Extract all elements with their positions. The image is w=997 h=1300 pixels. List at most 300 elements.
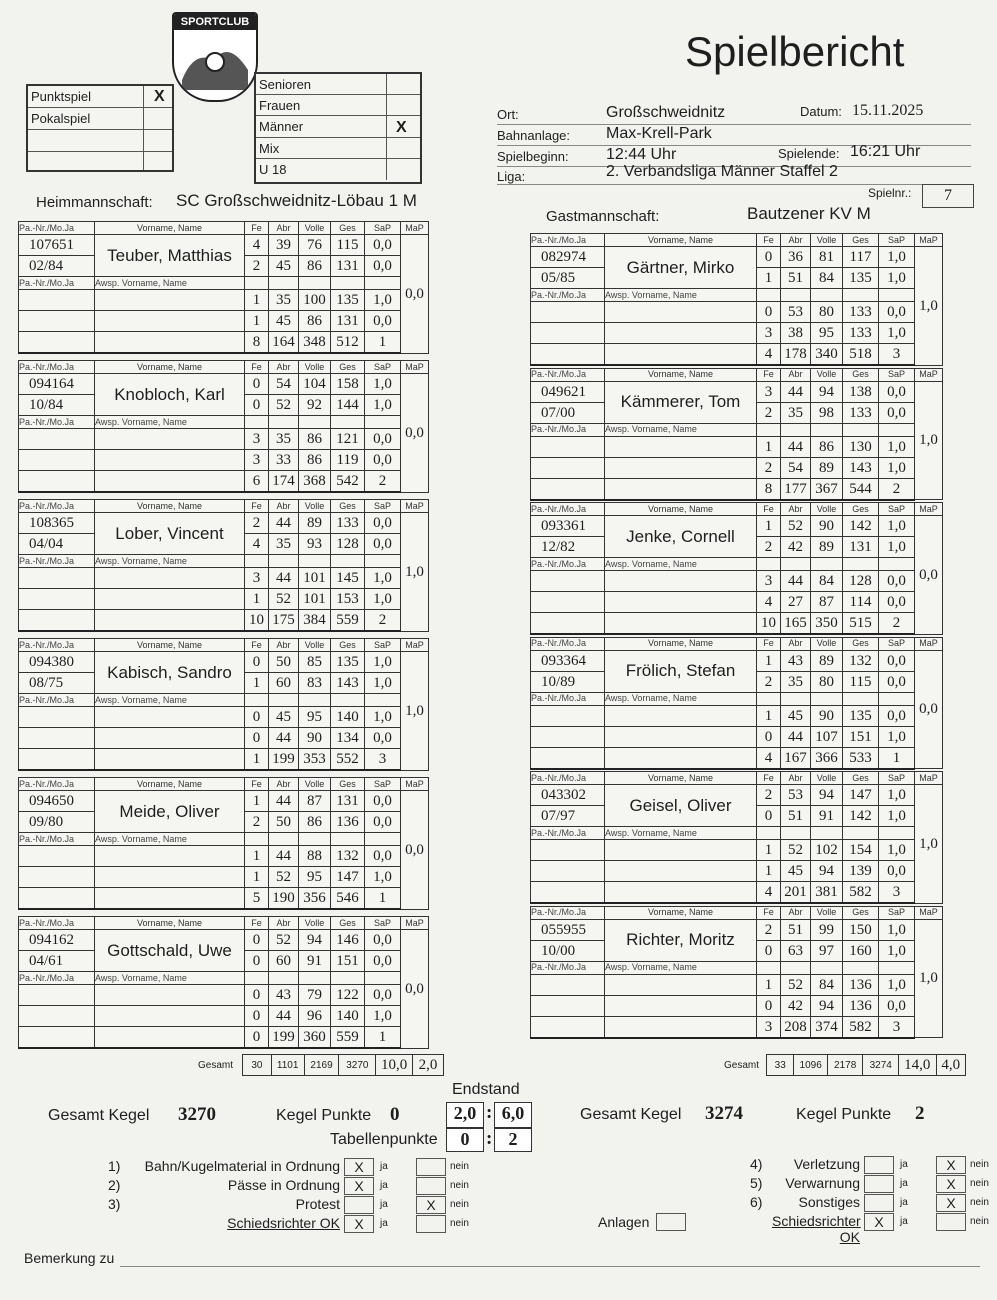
vorname-label: Vorname, Name (605, 503, 757, 516)
empty-cell (531, 457, 605, 478)
total-cell: 340 (811, 344, 843, 366)
score-cell: 95 (299, 707, 331, 728)
ja-label: ja (380, 1180, 388, 1191)
pass-nr-label: Pa.-Nr./Mo.Ja (531, 234, 605, 247)
fe-header: Fe (245, 778, 269, 791)
score-cell: 44 (269, 791, 299, 812)
anlagen-label: Anlagen (598, 1214, 650, 1230)
score-cell: 0,0 (879, 650, 915, 671)
pass-nr-label: Pa.-Nr./Mo.Ja (531, 558, 605, 571)
empty-cell (879, 827, 915, 840)
player-birth-date: 08/75 (19, 673, 95, 694)
fe-header: Fe (245, 917, 269, 930)
score-cell: 0,0 (365, 951, 401, 972)
score-cell: 1,0 (365, 395, 401, 416)
total-cell: 515 (843, 613, 879, 635)
abr-header: Abr (781, 637, 811, 650)
ges-header: Ges (331, 778, 365, 791)
score-cell: 89 (811, 457, 843, 478)
volle-header: Volle (811, 503, 843, 516)
empty-cell (269, 694, 299, 707)
score-cell: 44 (269, 846, 299, 867)
total-cell: 199 (269, 1027, 299, 1049)
score-cell: 88 (299, 846, 331, 867)
total-cell: 559 (331, 610, 365, 632)
score-cell: 1 (757, 705, 781, 726)
category-box (254, 72, 422, 184)
map-header: MaP (401, 222, 429, 235)
player-birth-date: 10/84 (19, 395, 95, 416)
nein-checkbox[interactable]: X (936, 1194, 966, 1212)
score-cell: 87 (811, 592, 843, 613)
player-map: 1,0 (401, 513, 429, 632)
score-cell: 0,0 (365, 429, 401, 450)
tabellenpunkte-home: 0 (446, 1128, 484, 1152)
ja-label: ja (380, 1161, 388, 1172)
player-map: 1,0 (915, 247, 943, 366)
empty-cell (605, 840, 757, 861)
score-cell: 90 (811, 705, 843, 726)
score-cell: 54 (269, 374, 299, 395)
vorname-label: Vorname, Name (605, 637, 757, 650)
score-cell: 53 (781, 785, 811, 806)
score-cell: 95 (811, 323, 843, 344)
guest-gesamt-ges: 3274 (863, 1055, 899, 1076)
empty-cell (19, 332, 95, 354)
score-cell: 132 (331, 846, 365, 867)
ja-checkbox[interactable]: X (864, 1213, 894, 1231)
score-cell: 128 (331, 534, 365, 555)
score-cell: 0 (757, 806, 781, 827)
score-cell: 136 (331, 812, 365, 833)
check-label: Pässe in Ordnung (227, 1177, 340, 1193)
total-cell: 381 (811, 882, 843, 904)
score-cell: 0,0 (879, 671, 915, 692)
home-player-block (18, 777, 429, 910)
empty-cell (95, 707, 245, 728)
empty-cell (781, 827, 811, 840)
score-cell: 35 (269, 290, 299, 311)
player-name: Geisel, Oliver (605, 785, 757, 827)
guest-player-block (530, 233, 943, 366)
score-cell: 97 (811, 940, 843, 961)
empty-cell (811, 827, 843, 840)
empty-cell (95, 846, 245, 867)
score-cell: 0 (245, 985, 269, 1006)
nein-checkbox[interactable]: X (416, 1196, 446, 1214)
score-cell: 135 (331, 290, 365, 311)
empty-cell (19, 610, 95, 632)
score-cell: 51 (781, 919, 811, 940)
score-cell: 0,0 (365, 256, 401, 277)
score-cell: 131 (331, 311, 365, 332)
fe-header: Fe (245, 500, 269, 513)
ja-checkbox[interactable]: X (344, 1215, 374, 1233)
home-gesamt-row (242, 1054, 444, 1076)
total-cell: 167 (781, 747, 811, 769)
player-map: 0,0 (401, 235, 429, 354)
ja-checkbox[interactable]: X (344, 1158, 374, 1176)
ort-value: Großschweidnitz (606, 104, 726, 121)
pass-nr-label: Pa.-Nr./Mo.Ja (19, 833, 95, 846)
empty-cell (531, 478, 605, 500)
player-pass-nr: 055955 (531, 919, 605, 940)
score-cell: 0 (245, 395, 269, 416)
pass-nr-label: Pa.-Nr./Mo.Ja (531, 289, 605, 302)
ges-header: Ges (843, 503, 879, 516)
player-pass-nr: 093364 (531, 650, 605, 671)
score-cell: 139 (843, 861, 879, 882)
pass-nr-label: Pa.-Nr./Mo.Ja (19, 972, 95, 985)
pass-nr-label: Pa.-Nr./Mo.Ja (19, 639, 95, 652)
nein-checkbox[interactable] (416, 1177, 446, 1195)
empty-cell (605, 436, 757, 457)
guest-gesamt-map: 4,0 (936, 1055, 965, 1076)
score-cell: 94 (811, 381, 843, 402)
score-cell: 143 (331, 673, 365, 694)
nein-checkbox[interactable] (416, 1215, 446, 1233)
score-cell: 79 (299, 985, 331, 1006)
ja-checkbox[interactable] (864, 1156, 894, 1174)
map-header: MaP (401, 500, 429, 513)
score-cell: 44 (269, 1006, 299, 1027)
score-cell: 43 (781, 650, 811, 671)
ges-header: Ges (843, 368, 879, 381)
score-cell: 35 (781, 671, 811, 692)
home-label: Heimmannschaft: (36, 194, 153, 211)
score-cell: 138 (843, 381, 879, 402)
fe-header: Fe (757, 368, 781, 381)
fe-header: Fe (757, 234, 781, 247)
score-cell: 94 (811, 861, 843, 882)
player-pass-nr: 094164 (19, 374, 95, 395)
pass-nr-label: Pa.-Nr./Mo.Ja (19, 500, 95, 513)
score-cell: 52 (781, 516, 811, 537)
fe-header: Fe (245, 361, 269, 374)
score-cell: 33 (269, 450, 299, 471)
total-cell: 3 (757, 1016, 781, 1038)
map-header: MaP (915, 368, 943, 381)
score-cell: 133 (843, 302, 879, 323)
empty-cell (811, 961, 843, 974)
empty-cell (365, 972, 401, 985)
liga-value: 2. Verbandsliga Männer Staffel 2 (606, 163, 838, 180)
empty-cell (331, 694, 365, 707)
home-player-block (18, 638, 429, 771)
empty-cell (531, 613, 605, 635)
empty-cell (843, 961, 879, 974)
guest-gesamt-abr: 1096 (794, 1055, 828, 1076)
score-cell: 1 (757, 268, 781, 289)
empty-cell (95, 888, 245, 910)
sap-header: SaP (879, 772, 915, 785)
score-cell: 122 (331, 985, 365, 1006)
score-cell: 84 (811, 268, 843, 289)
score-cell: 51 (781, 268, 811, 289)
nein-checkbox[interactable]: X (936, 1175, 966, 1193)
abr-header: Abr (781, 368, 811, 381)
score-cell: 83 (299, 673, 331, 694)
awsp-label: Awsp. Vorname, Name (95, 277, 245, 290)
score-cell: 42 (781, 995, 811, 1016)
score-cell: 1,0 (879, 516, 915, 537)
empty-cell (605, 1016, 757, 1038)
total-cell: 518 (843, 344, 879, 366)
endstand-guest: 6,0 (494, 1102, 532, 1128)
fe-header: Fe (757, 503, 781, 516)
player-name: Gottschald, Uwe (95, 930, 245, 972)
total-cell: 164 (269, 332, 299, 354)
score-cell: 135 (843, 705, 879, 726)
empty-cell (95, 332, 245, 354)
volle-header: Volle (299, 917, 331, 930)
ja-checkbox[interactable] (864, 1194, 894, 1212)
player-name: Richter, Moritz (605, 919, 757, 961)
pass-nr-label: Pa.-Nr./Mo.Ja (531, 368, 605, 381)
category-u18: U 18 (259, 162, 287, 177)
fe-header: Fe (757, 906, 781, 919)
total-cell: 546 (331, 888, 365, 910)
empty-cell (605, 457, 757, 478)
home-gesamt-map: 2,0 (413, 1055, 444, 1076)
empty-cell (269, 277, 299, 290)
vorname-label: Vorname, Name (95, 639, 245, 652)
score-cell: 89 (811, 650, 843, 671)
map-header: MaP (915, 637, 943, 650)
score-cell: 1 (757, 436, 781, 457)
score-cell: 1,0 (879, 268, 915, 289)
total-cell: 544 (843, 478, 879, 500)
guest-label: Gastmannschaft: (546, 208, 660, 225)
empty-cell (605, 974, 757, 995)
score-cell: 1 (245, 311, 269, 332)
player-birth-date: 04/04 (19, 534, 95, 555)
home-gesamt-sap: 10,0 (376, 1055, 413, 1076)
score-cell: 1 (245, 867, 269, 888)
score-cell: 1 (245, 290, 269, 311)
empty-cell (95, 985, 245, 1006)
sap-header: SaP (365, 222, 401, 235)
nein-checkbox[interactable] (416, 1158, 446, 1176)
pass-nr-label: Pa.-Nr./Mo.Ja (531, 423, 605, 436)
total-cell: 10 (245, 610, 269, 632)
ges-header: Ges (843, 906, 879, 919)
score-cell: 0 (245, 951, 269, 972)
datum-label: Datum: (800, 104, 842, 119)
empty-cell (605, 571, 757, 592)
score-cell: 50 (269, 812, 299, 833)
empty-cell (531, 1016, 605, 1038)
score-cell: 96 (299, 1006, 331, 1027)
score-cell: 0 (245, 707, 269, 728)
total-cell: 356 (299, 888, 331, 910)
score-cell: 51 (781, 806, 811, 827)
vorname-label: Vorname, Name (95, 500, 245, 513)
score-cell: 3 (757, 571, 781, 592)
volle-header: Volle (299, 361, 331, 374)
total-cell: 3 (365, 749, 401, 771)
score-cell: 2 (245, 513, 269, 534)
empty-cell (331, 833, 365, 846)
player-birth-date: 07/00 (531, 402, 605, 423)
sap-header: SaP (879, 637, 915, 650)
score-cell: 1,0 (365, 867, 401, 888)
map-header: MaP (915, 772, 943, 785)
ges-header: Ges (331, 222, 365, 235)
score-cell: 147 (331, 867, 365, 888)
score-cell: 140 (331, 1006, 365, 1027)
nein-checkbox[interactable] (936, 1213, 966, 1231)
empty-cell (605, 861, 757, 882)
total-cell: 1 (365, 1027, 401, 1049)
volle-header: Volle (299, 500, 331, 513)
player-pass-nr: 093361 (531, 516, 605, 537)
abr-header: Abr (781, 772, 811, 785)
empty-cell (299, 833, 331, 846)
score-cell: 134 (331, 728, 365, 749)
awsp-label: Awsp. Vorname, Name (605, 558, 757, 571)
total-cell: 2 (365, 610, 401, 632)
ja-checkbox[interactable]: X (344, 1177, 374, 1195)
total-cell: 178 (781, 344, 811, 366)
bahnanlage-value: Max-Krell-Park (606, 125, 712, 142)
score-cell: 2 (245, 812, 269, 833)
total-cell: 10 (757, 613, 781, 635)
score-cell: 0 (757, 302, 781, 323)
abr-header: Abr (269, 222, 299, 235)
score-cell: 107 (811, 726, 843, 747)
empty-cell (19, 1006, 95, 1027)
score-cell: 43 (269, 985, 299, 1006)
ort-label: Ort: (497, 107, 519, 122)
empty-cell (19, 707, 95, 728)
score-cell: 1 (245, 673, 269, 694)
home-player-block (18, 916, 429, 1049)
empty-cell (95, 568, 245, 589)
vorname-label: Vorname, Name (95, 778, 245, 791)
empty-cell (781, 961, 811, 974)
total-cell: 4 (757, 882, 781, 904)
score-cell: 0 (245, 374, 269, 395)
maenner-x: X (396, 119, 407, 136)
total-cell: 6 (245, 471, 269, 493)
empty-cell (19, 846, 95, 867)
pass-nr-label: Pa.-Nr./Mo.Ja (19, 361, 95, 374)
score-cell: 104 (299, 374, 331, 395)
score-cell: 153 (331, 589, 365, 610)
awsp-label: Awsp. Vorname, Name (605, 827, 757, 840)
fe-header: Fe (245, 222, 269, 235)
score-cell: 101 (299, 568, 331, 589)
empty-cell (605, 323, 757, 344)
empty-cell (95, 1027, 245, 1049)
score-cell: 84 (811, 571, 843, 592)
ja-checkbox[interactable] (864, 1175, 894, 1193)
score-cell: 1,0 (365, 1006, 401, 1027)
empty-cell (299, 277, 331, 290)
score-cell: 81 (811, 247, 843, 268)
home-gesamt-kegel-label: Gesamt Kegel (48, 1107, 150, 1124)
score-cell: 86 (811, 436, 843, 457)
home-kegel-punkte: 0 (390, 1104, 400, 1125)
score-cell: 1,0 (879, 537, 915, 558)
player-birth-date: 10/89 (531, 671, 605, 692)
ges-header: Ges (331, 639, 365, 652)
nein-label: nein (970, 1216, 989, 1227)
empty-cell (605, 478, 757, 500)
score-cell: 133 (331, 513, 365, 534)
awsp-label: Awsp. Vorname, Name (605, 692, 757, 705)
empty-cell (531, 840, 605, 861)
anlagen-checkbox[interactable] (656, 1213, 686, 1231)
map-header: MaP (915, 234, 943, 247)
home-gesamt-abr: 1101 (271, 1055, 304, 1076)
empty-cell (757, 961, 781, 974)
score-cell: 84 (811, 974, 843, 995)
nein-label: nein (450, 1199, 469, 1210)
sap-header: SaP (879, 906, 915, 919)
empty-cell (605, 726, 757, 747)
total-cell: 582 (843, 1016, 879, 1038)
guest-player-block (530, 368, 943, 501)
score-cell: 89 (811, 537, 843, 558)
empty-cell (605, 705, 757, 726)
score-cell: 114 (843, 592, 879, 613)
empty-cell (269, 972, 299, 985)
empty-cell (95, 728, 245, 749)
empty-cell (299, 555, 331, 568)
home-name: SC Großschweidnitz-Löbau 1 M (176, 191, 417, 210)
player-birth-date: 02/84 (19, 256, 95, 277)
pass-nr-label: Pa.-Nr./Mo.Ja (19, 277, 95, 290)
score-cell: 44 (269, 513, 299, 534)
empty-cell (331, 416, 365, 429)
empty-cell (365, 277, 401, 290)
empty-cell (811, 423, 843, 436)
check-number: 5) (750, 1175, 763, 1191)
total-cell: 2 (365, 471, 401, 493)
empty-cell (19, 450, 95, 471)
total-cell: 3 (879, 344, 915, 366)
score-cell: 147 (843, 785, 879, 806)
check-number: 1) (108, 1158, 121, 1174)
score-cell: 44 (269, 568, 299, 589)
empty-cell (781, 289, 811, 302)
score-cell: 0,0 (879, 571, 915, 592)
volle-header: Volle (811, 772, 843, 785)
empty-cell (605, 747, 757, 769)
nein-label: nein (450, 1161, 469, 1172)
score-cell: 1,0 (879, 940, 915, 961)
empty-cell (19, 471, 95, 493)
fe-header: Fe (245, 639, 269, 652)
empty-cell (531, 995, 605, 1016)
score-cell: 93 (299, 534, 331, 555)
total-cell: 177 (781, 478, 811, 500)
home-gesamt-ges: 3270 (339, 1055, 376, 1076)
score-cell: 101 (299, 589, 331, 610)
score-cell: 132 (843, 650, 879, 671)
total-cell: 3 (879, 1016, 915, 1038)
ja-checkbox[interactable] (344, 1196, 374, 1214)
empty-cell (879, 961, 915, 974)
empty-cell (531, 302, 605, 323)
score-cell: 3 (757, 381, 781, 402)
player-pass-nr: 094650 (19, 791, 95, 812)
score-cell: 136 (843, 995, 879, 1016)
score-cell: 0 (757, 247, 781, 268)
nein-checkbox[interactable]: X (936, 1156, 966, 1174)
